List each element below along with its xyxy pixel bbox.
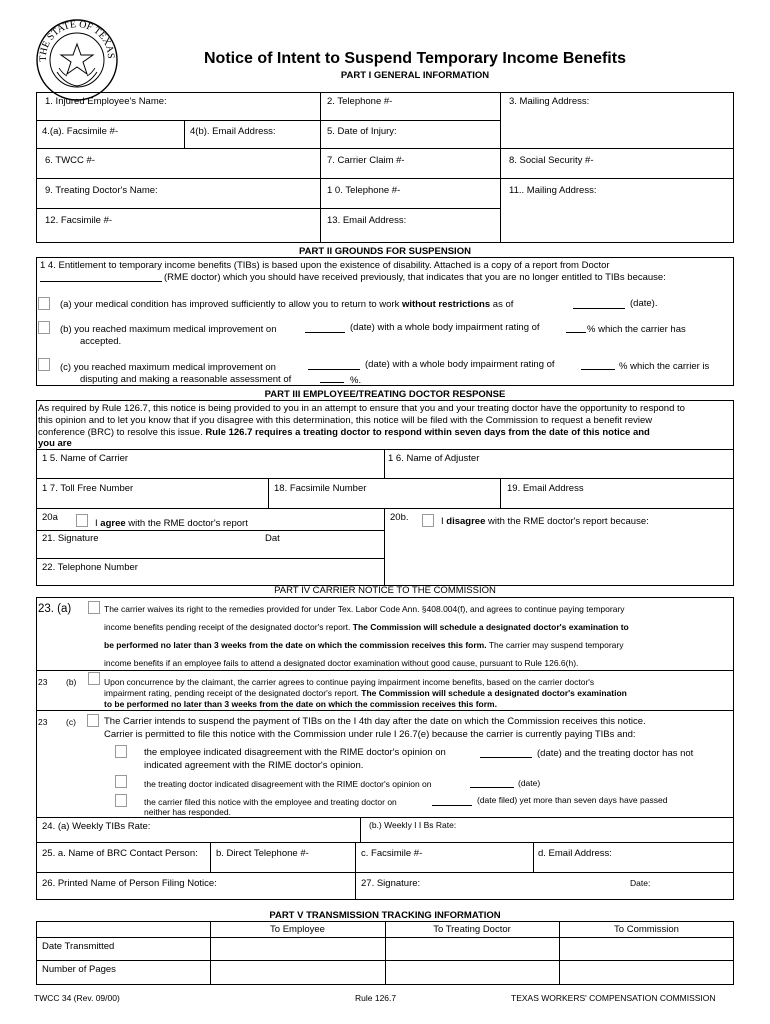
part3-paragraph-line2: this opinion and to let you know that if you disagree with this determination, this notice will be filed with the Commission to request a benefit review xyxy=(38,415,653,426)
carrier-name-field[interactable]: 1 5. Name of Carrier xyxy=(42,453,129,464)
form-number: TWCC 34 (Rev. 09/00) xyxy=(34,993,120,1003)
option-23c-sub3-date-blank[interactable] xyxy=(432,797,472,806)
part3-paragraph-line3: conference (BRC) to resolve this issue. Rule 126.7 requires a treating doctor to respond within seven days from the date of this notice and xyxy=(38,427,650,438)
brc-direct-telephone-field[interactable]: b. Direct Telephone #- xyxy=(216,848,309,859)
response-20a-label: 20a xyxy=(42,512,58,523)
part3-paragraph-line4: you are xyxy=(38,438,72,449)
doctor-email-field[interactable]: 13. Email Address: xyxy=(327,215,407,226)
reason-c-assessment-blank[interactable] xyxy=(320,374,344,383)
signature-date-field[interactable]: Dat xyxy=(265,533,280,544)
svg-text:THE STATE OF TEXAS: THE STATE OF TEXAS xyxy=(37,19,117,62)
option-23c-line1: The Carrier intends to suspend the payment of TIBs on the I 4th day after the date on which the Commission receives this notice. xyxy=(104,716,646,727)
reason-a-date-label: (date). xyxy=(630,298,658,309)
option-23b-checkbox[interactable] xyxy=(88,672,100,685)
person-filing-name-field[interactable]: 26. Printed Name of Person Filing Notice: xyxy=(42,878,217,889)
reason-b-checkbox[interactable] xyxy=(38,321,50,334)
carrier-claim-number-field[interactable]: 7. Carrier Claim #- xyxy=(327,155,405,166)
option-23c-sub3-line2: neither has responded. xyxy=(144,807,231,817)
treating-doctor-name-field[interactable]: 9. Treating Doctor's Name: xyxy=(45,185,158,196)
reason-b-rating-blank[interactable] xyxy=(566,324,586,333)
option-23b-number: 23 xyxy=(38,677,48,687)
column-to-commission: To Commission xyxy=(614,924,679,935)
brc-email-field[interactable]: d. Email Address: xyxy=(538,848,612,859)
option-23a-line4: income benefits if an employee fails to attend a designated doctor examination without good cause, pursuant to Rule 126.6(h). xyxy=(104,658,579,668)
option-23a-number: 23. (a) xyxy=(38,603,72,615)
option-23c-sub2-date-blank[interactable] xyxy=(470,779,514,788)
part3-paragraph-line1: As required by Rule 126.7, this notice is being provided to you in an attempt to ensure that you and your treating doctor have the opportunity to respond to xyxy=(38,403,685,414)
option-23c-sub3-post: (date filed) yet more than seven days have passed xyxy=(477,795,668,805)
email-address-field[interactable]: 19. Email Address xyxy=(507,483,584,494)
option-23c-sub2-checkbox[interactable] xyxy=(115,775,127,788)
twcc-number-field[interactable]: 6. TWCC #- xyxy=(45,155,95,166)
option-23b-line2: impairment rating, pending receipt of the designated doctor's report. The Commission will schedule a designated doctor's examination xyxy=(104,688,627,698)
doctor-facsimile-field[interactable]: 12. Facsimile #- xyxy=(45,215,113,226)
agree-text: I agree with the RME doctor's report xyxy=(95,518,248,529)
column-to-treating-doctor: To Treating Doctor xyxy=(433,924,511,935)
option-23c-sub2-post: (date) xyxy=(518,778,541,788)
weekly-iibs-rate-field[interactable]: (b.) Weekly I I Bs Rate: xyxy=(369,820,457,830)
option-23c-letter: (c) xyxy=(66,717,76,727)
filer-date-field[interactable]: Date: xyxy=(630,878,651,888)
option-23c-line2: Carrier is permitted to file this notice with the Commission under rule I 26.7(e) because the carrier is currently paying TIBs and: xyxy=(104,729,636,740)
telephone-number-field[interactable]: 22. Telephone Number xyxy=(42,562,138,573)
employee-mailing-address-field[interactable]: 3. Mailing Address: xyxy=(509,96,590,107)
column-to-employee: To Employee xyxy=(270,924,325,935)
part3-heading: PART III EMPLOYEE/TREATING DOCTOR RESPONSE xyxy=(264,389,506,400)
agree-checkbox[interactable] xyxy=(76,514,88,527)
reason-c-disputing-text: % which the carrier is xyxy=(619,361,710,372)
signature-field[interactable]: 21. Signature xyxy=(42,533,99,544)
option-23c-sub3-checkbox[interactable] xyxy=(115,794,127,807)
rme-statement: (RME doctor) which you should have received previously, that indicates that you are no longer entitled to TIBs because: xyxy=(164,272,666,283)
doctor-mailing-address-field[interactable]: 11.. Mailing Address: xyxy=(509,185,597,196)
rme-doctor-name-blank[interactable] xyxy=(40,273,162,282)
weekly-tibs-rate-field[interactable]: 24. (a) Weekly TIBs Rate: xyxy=(42,821,151,832)
reason-b-line2: accepted. xyxy=(80,336,122,347)
employee-telephone-field[interactable]: 2. Telephone #- xyxy=(327,96,393,107)
rule-reference: Rule 126.7 xyxy=(355,993,397,1003)
toll-free-number-field[interactable]: 1 7. Toll Free Number xyxy=(42,483,134,494)
option-23b-line1: Upon concurrence by the claimant, the carrier agrees to continue paying impairment income benefits, based on the carrier doctor's xyxy=(104,677,595,687)
reason-c-line2: disputing and making a reasonable assessment of xyxy=(80,374,292,385)
option-23c-sub1-line2: indicated agreement with the RIME doctor's opinion. xyxy=(144,760,364,771)
disagree-text: I disagree with the RME doctor's report because: xyxy=(441,516,649,527)
employee-email-field[interactable]: 4(b). Email Address: xyxy=(190,126,276,137)
filer-signature-field[interactable]: 27. Signature: xyxy=(361,878,421,889)
reason-b-accepted-text: % which the carrier has xyxy=(587,324,686,335)
option-23a-line1: The carrier waives its right to the remedies provided for under Tex. Labor Code Ann. §408.004(f), and agrees to continue paying temporary xyxy=(104,604,625,614)
state-seal xyxy=(35,18,119,102)
option-23c-sub1-checkbox[interactable] xyxy=(115,745,127,758)
date-of-injury-field[interactable]: 5. Date of Injury: xyxy=(327,126,397,137)
option-23a-line2: income benefits pending receipt of the designated doctor's report. The Commission will schedule a designated doctor's examination to xyxy=(104,622,629,632)
response-20b-label: 20b. xyxy=(390,512,409,523)
option-23c-sub1-post: (date) and the treating doctor has not xyxy=(537,748,694,759)
option-23a-checkbox[interactable] xyxy=(88,601,100,614)
row-date-transmitted: Date Transmitted xyxy=(42,941,115,952)
reason-c-percent: %. xyxy=(350,375,362,386)
injured-employee-name-field[interactable]: 1. Injured Employee's Name: xyxy=(45,96,167,107)
option-23c-checkbox[interactable] xyxy=(87,714,99,727)
reason-b-date-blank[interactable] xyxy=(305,324,345,333)
reason-c-rating-text: (date) with a whole body impairment rating of xyxy=(365,359,555,370)
option-23c-sub1-date-blank[interactable] xyxy=(480,749,532,758)
reason-c-date-blank[interactable] xyxy=(308,361,360,370)
disagree-checkbox[interactable] xyxy=(422,514,434,527)
reason-a-date-blank[interactable] xyxy=(573,300,625,309)
option-23c-sub3-text: the carrier filed this notice with the employee and treating doctor on xyxy=(144,797,397,807)
adjuster-name-field[interactable]: 1 6. Name of Adjuster xyxy=(388,453,480,464)
row-number-of-pages: Number of Pages xyxy=(42,964,116,975)
form-title: Notice of Intent to Suspend Temporary Income Benefits xyxy=(204,50,626,67)
reason-c-text: (c) you reached maximum medical improvement on xyxy=(60,362,276,373)
part2-heading: PART II GROUNDS FOR SUSPENSION xyxy=(299,246,471,257)
reason-c-checkbox[interactable] xyxy=(38,358,50,371)
option-23b-letter: (b) xyxy=(66,677,77,687)
social-security-field[interactable]: 8. Social Security #- xyxy=(509,155,594,166)
employee-facsimile-field[interactable]: 4.(a). Facsimile #- xyxy=(42,126,119,137)
doctor-telephone-field[interactable]: 1 0. Telephone #- xyxy=(327,185,401,196)
reason-b-text: (b) you reached maximum medical improvement on xyxy=(60,324,277,335)
reason-c-rating-blank[interactable] xyxy=(581,361,615,370)
option-23b-line3: to be performed no later than 3 weeks from the date on which the commission receives this form. xyxy=(104,699,497,709)
part4-heading: PART IV CARRIER NOTICE TO THE COMMISSION xyxy=(274,585,496,596)
facsimile-number-field[interactable]: 18. Facsimile Number xyxy=(274,483,367,494)
reason-a-checkbox[interactable] xyxy=(38,297,50,310)
part1-heading: PART I GENERAL INFORMATION xyxy=(340,70,490,81)
entitlement-statement: 1 4. Entitlement to temporary income benefits (TIBs) is based upon the existence of disability. Attached is a copy of a report from Doctor xyxy=(40,260,610,271)
part5-heading: PART V TRANSMISSION TRACKING INFORMATION xyxy=(269,910,501,921)
brc-contact-name-field[interactable]: 25. a. Name of BRC Contact Person: xyxy=(42,848,198,859)
reason-a-text: (a) your medical condition has improved sufficiently to allow you to return to work without restrictions as of xyxy=(60,299,514,310)
option-23c-number: 23 xyxy=(38,717,48,727)
option-23a-line3: be performed no later than 3 weeks from the date on which the commission receives this form. The carrier may suspend temporary xyxy=(104,640,624,650)
agency-name: TEXAS WORKERS' COMPENSATION COMMISSION xyxy=(511,993,716,1003)
option-23c-sub1-text: the employee indicated disagreement with the RIME doctor's opinion on xyxy=(144,747,446,758)
brc-facsimile-field[interactable]: c. Facsimile #- xyxy=(361,848,423,859)
reason-b-rating-text: (date) with a whole body impairment rating of xyxy=(350,322,540,333)
option-23c-sub2-text: the treating doctor indicated disagreement with the RIME doctor's opinion on xyxy=(144,779,432,789)
